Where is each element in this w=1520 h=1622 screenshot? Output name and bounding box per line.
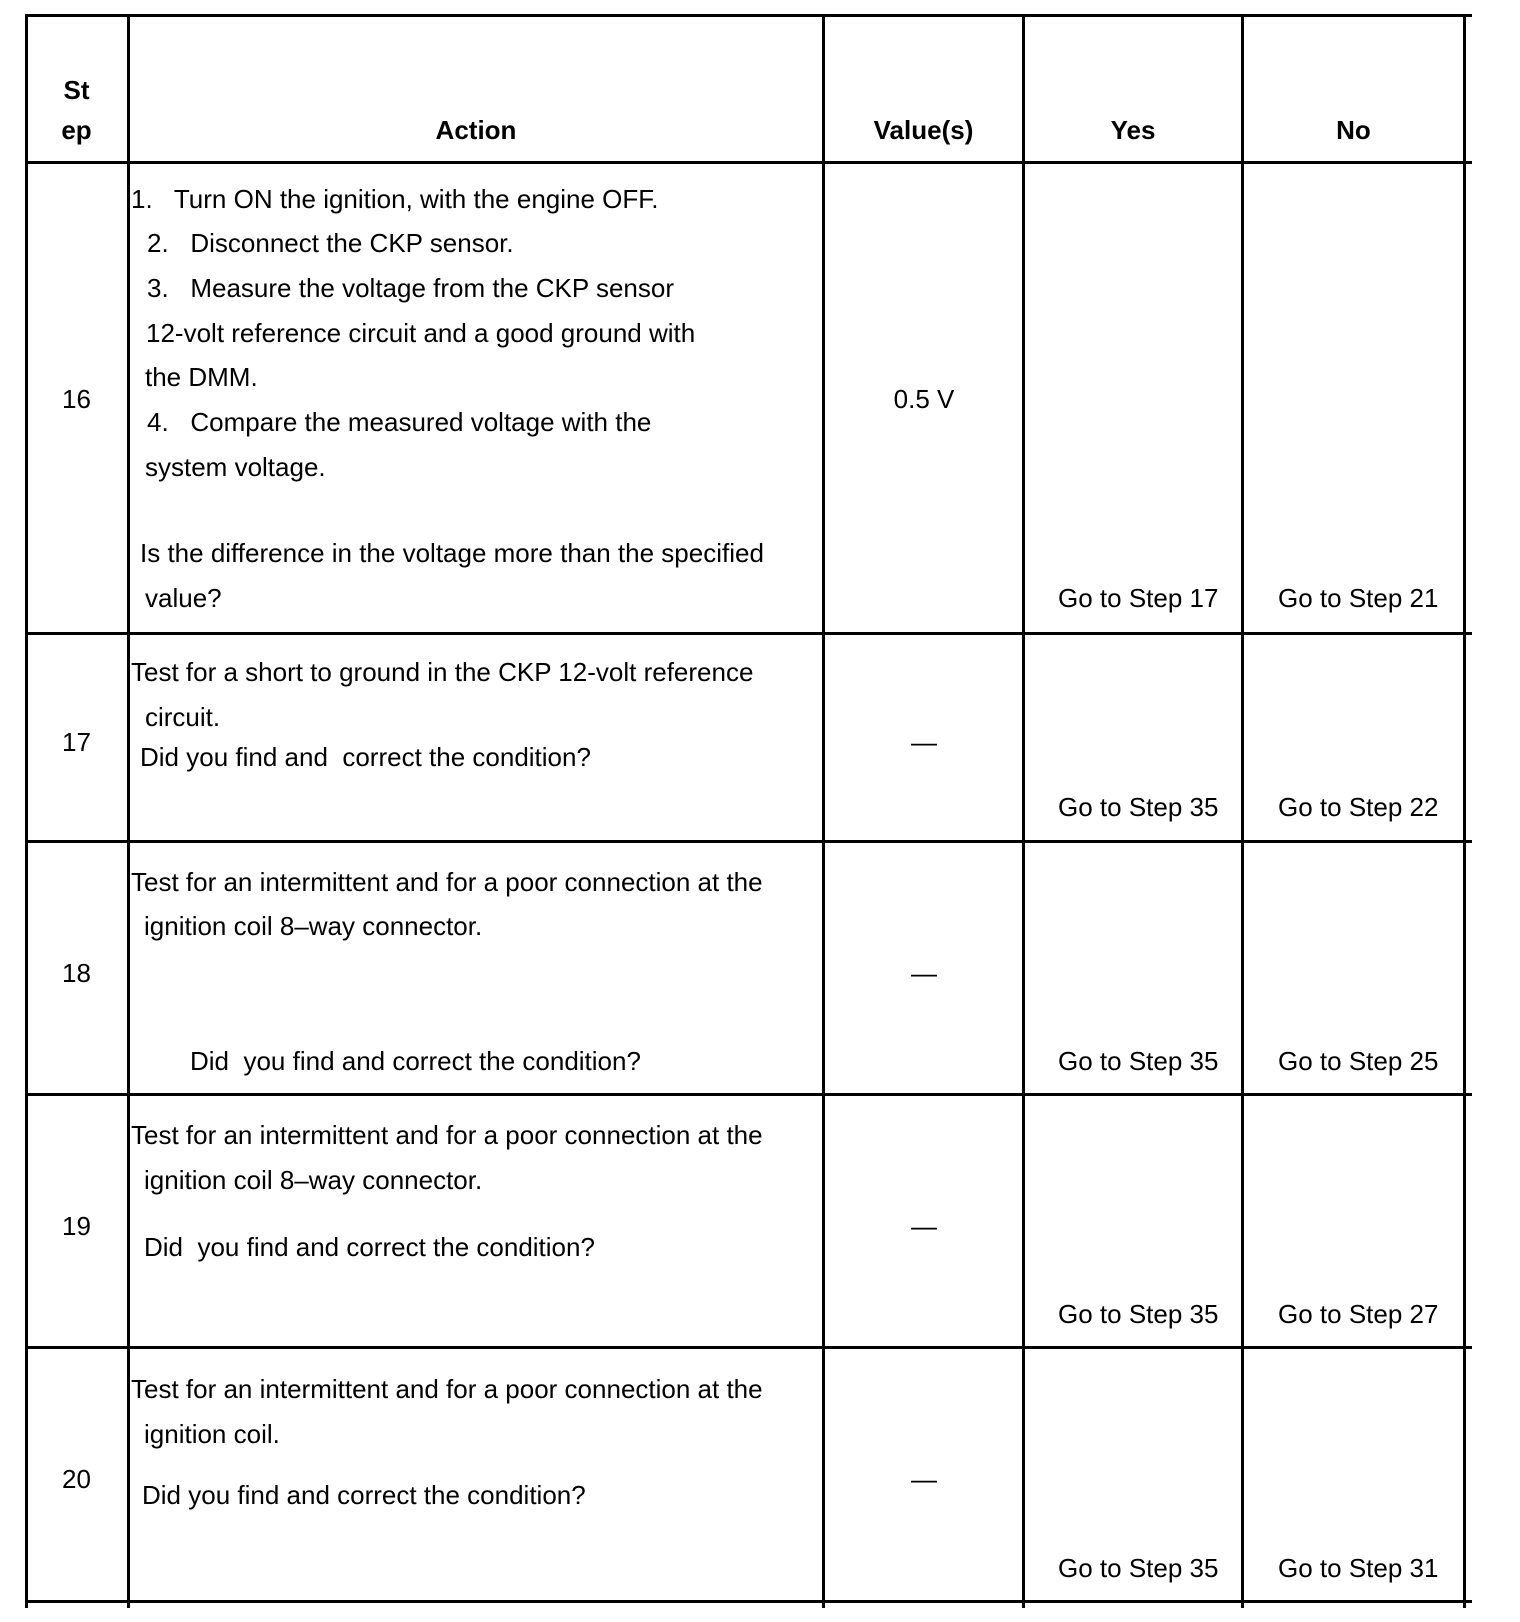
action-line: system voltage.: [145, 452, 326, 482]
column-divider: [1241, 15, 1244, 1608]
no-cell: Go to Step 27: [1278, 1299, 1439, 1329]
action-line: 1. Turn ON the ignition, with the engine OFF.: [131, 184, 659, 214]
action-line: Test for an intermittent and for a poor connection at the: [131, 1120, 763, 1150]
step-number: 20: [62, 1464, 91, 1494]
action-line: 4. Compare the measured voltage with the: [147, 407, 652, 437]
value-cell: —: [911, 958, 937, 988]
row-divider: [25, 1093, 1472, 1096]
action-line: Test for an intermittent and for a poor connection at the: [131, 867, 763, 897]
step-number: 16: [62, 384, 91, 414]
action-line: ignition coil 8–way connector.: [144, 1165, 483, 1195]
header-values: Value(s): [873, 115, 974, 145]
header-action: Action: [435, 115, 517, 145]
action-question: Is the difference in the voltage more than the specified: [140, 538, 764, 568]
action-question: Did you find and correct the condition?: [142, 1480, 586, 1510]
action-question: Did you find and correct the condition?: [140, 742, 591, 772]
action-line: 2. Disconnect the CKP sensor.: [147, 228, 514, 258]
action-line: 12-volt reference circuit and a good ground with: [146, 318, 696, 348]
no-cell: Go to Step 21: [1278, 583, 1439, 613]
header-divider: [25, 161, 1472, 164]
action-line: the DMM.: [145, 362, 258, 392]
no-cell: Go to Step 22: [1278, 792, 1439, 822]
no-cell: Go to Step 31: [1278, 1553, 1439, 1583]
yes-cell: Go to Step 35: [1058, 792, 1219, 822]
header-no: No: [1336, 115, 1371, 145]
yes-cell: Go to Step 35: [1058, 1553, 1219, 1583]
action-line: Test for a short to ground in the CKP 12-volt reference: [131, 657, 754, 687]
column-divider: [1022, 15, 1025, 1608]
yes-cell: Go to Step 35: [1058, 1299, 1219, 1329]
value-cell: 0.5 V: [893, 384, 955, 414]
row-divider: [25, 632, 1472, 635]
action-line: ignition coil.: [144, 1419, 280, 1449]
action-line: 3. Measure the voltage from the CKP sensor: [147, 273, 675, 303]
yes-cell: Go to Step 35: [1058, 1046, 1219, 1076]
action-line: Test for an intermittent and for a poor connection at the: [131, 1374, 763, 1404]
header-step-line1: St: [63, 75, 90, 105]
step-number: 19: [62, 1211, 91, 1241]
table-border-bottom: [25, 1600, 1472, 1603]
yes-cell: Go to Step 17: [1058, 583, 1219, 613]
header-step-line2: ep: [61, 115, 92, 145]
row-divider: [25, 1346, 1472, 1349]
action-question: value?: [145, 583, 222, 613]
value-cell: —: [911, 1464, 937, 1494]
table-border-left: [25, 15, 28, 1608]
action-question: Did you find and correct the condition?: [190, 1046, 641, 1076]
table-border-right: [1463, 15, 1466, 1608]
table-border-top: [25, 14, 1472, 17]
action-question: Did you find and correct the condition?: [144, 1232, 595, 1262]
step-number: 18: [62, 958, 91, 988]
column-divider: [127, 15, 130, 1608]
header-yes: Yes: [1110, 115, 1156, 145]
step-number: 17: [62, 727, 91, 757]
value-cell: —: [911, 1211, 937, 1241]
row-divider: [25, 840, 1472, 843]
action-line: circuit.: [145, 702, 221, 732]
column-divider: [822, 15, 825, 1608]
no-cell: Go to Step 25: [1278, 1046, 1439, 1076]
value-cell: —: [911, 727, 937, 757]
action-line: ignition coil 8–way connector.: [144, 911, 483, 941]
